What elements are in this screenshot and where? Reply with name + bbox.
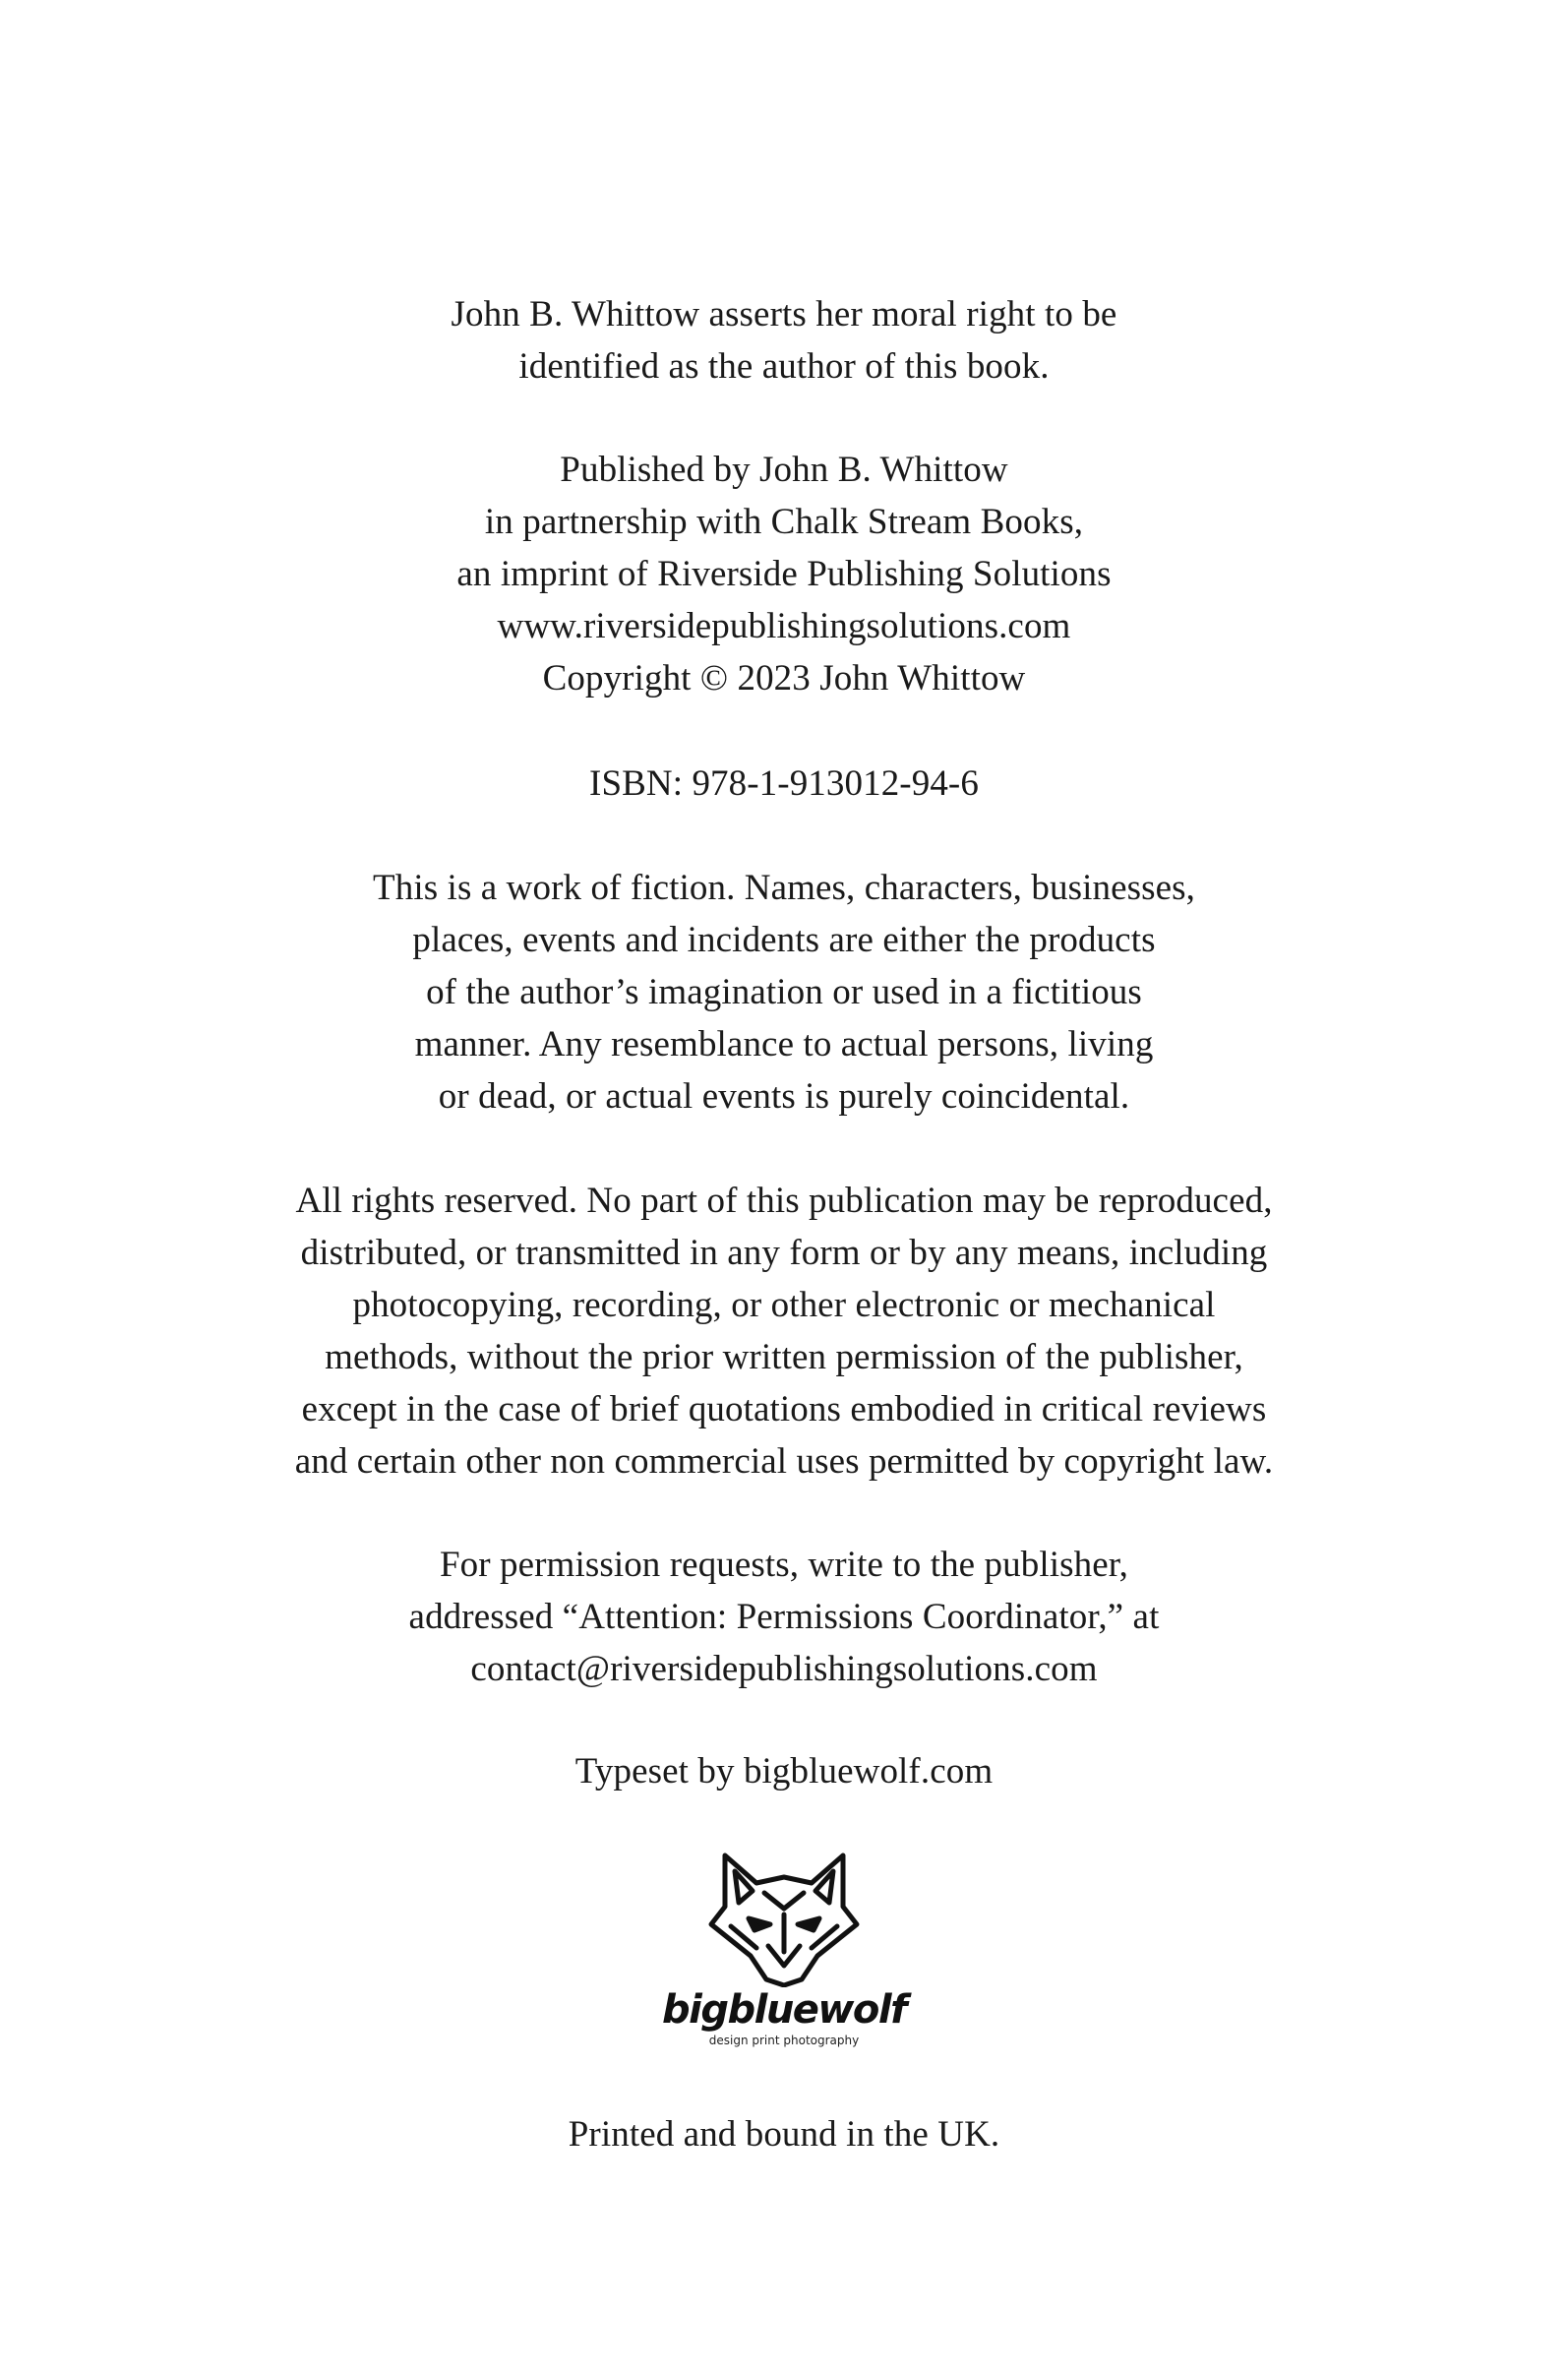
wolf-head-icon	[695, 1850, 873, 1987]
text-line: or dead, or actual events is purely coincidental.	[438, 1076, 1130, 1117]
text-line: This is a work of fiction. Names, characters, businesses,	[373, 868, 1195, 908]
text-line: in partnership with Chalk Stream Books,	[484, 502, 1084, 542]
text-line: manner. Any resemblance to actual persons, living	[414, 1024, 1154, 1064]
permission-requests	[0, 1539, 1568, 1695]
rights-reserved-notice	[0, 1175, 1568, 1488]
text-line: except in the case of brief quotations embodied in critical reviews	[301, 1389, 1267, 1429]
contact-email: contact@riversidepublishingsolutions.com	[470, 1649, 1098, 1689]
text-line: distributed, or transmitted in any form or by any means, including	[300, 1233, 1268, 1273]
text-line: For permission requests, write to the publisher,	[439, 1545, 1129, 1585]
logo-wordmark: bigbluewolf	[662, 1987, 906, 2033]
text-line: addressed “Attention: Permissions Coordinator,” at	[408, 1597, 1160, 1637]
text-line: and certain other non commercial uses permitted by copyright law.	[294, 1441, 1274, 1482]
publisher-info	[0, 444, 1568, 704]
fiction-disclaimer	[0, 862, 1568, 1123]
publisher-website: www.riversidepublishingsolutions.com	[497, 606, 1071, 646]
text-line: John B. Whittow asserts her moral right to be	[451, 294, 1117, 334]
text-line: photocopying, recording, or other electronic or mechanical	[352, 1285, 1216, 1325]
text-line: identified as the author of this book.	[518, 346, 1050, 387]
logo-tagline: design print photography	[708, 2034, 860, 2047]
text-line: All rights reserved. No part of this publication may be reproduced,	[295, 1181, 1273, 1221]
printed-text: Printed and bound in the UK.	[568, 2114, 1000, 2155]
typeset-text: Typeset by bigbluewolf.com	[574, 1751, 994, 1792]
isbn-text: ISBN: 978-1-913012-94-6	[589, 763, 979, 804]
text-line: an imprint of Riverside Publishing Solutions	[456, 554, 1112, 594]
moral-rights-statement	[0, 288, 1568, 393]
printed-notice	[0, 2108, 1568, 2160]
bigbluewolf-logo	[646, 1850, 922, 2061]
text-line: of the author’s imagination or used in a fictitious	[426, 972, 1142, 1012]
isbn	[0, 758, 1568, 810]
text-line: Published by John B. Whittow	[560, 450, 1008, 490]
typeset-credit	[0, 1745, 1568, 1797]
text-line: methods, without the prior written permission of the publisher,	[325, 1337, 1243, 1377]
copyright-line: Copyright © 2023 John Whittow	[542, 658, 1026, 699]
text-line: places, events and incidents are either the products	[412, 920, 1156, 960]
